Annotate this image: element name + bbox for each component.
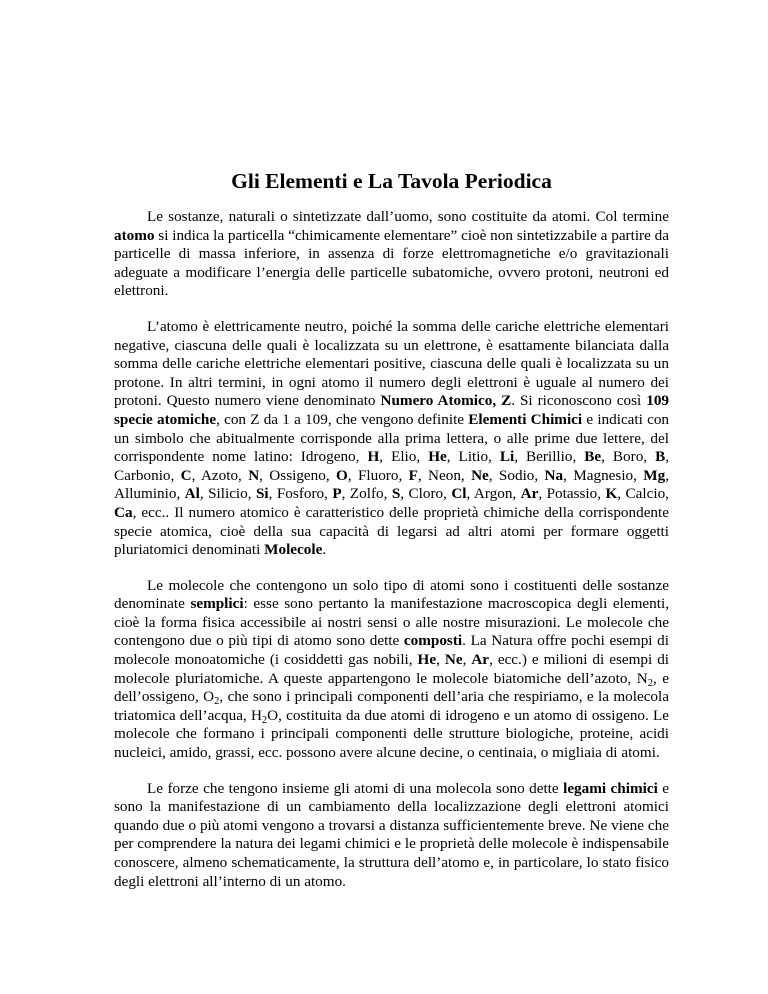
element-symbol: F xyxy=(408,466,418,484)
element-symbol: P xyxy=(332,485,342,503)
element-symbol: C xyxy=(180,466,192,484)
text-run: , Berillio, xyxy=(514,448,585,466)
term-legami-chimici: legami chimici xyxy=(563,779,658,797)
text-run: , Carbonio, xyxy=(114,448,670,484)
text-run: , Ossigeno, xyxy=(259,466,336,484)
text-run: , xyxy=(462,651,472,669)
text-run: Le forze che tengono insieme gli atomi di una molecola sono dette xyxy=(147,779,564,797)
text-run: , Elio, xyxy=(379,448,429,466)
element-symbol: Ne xyxy=(471,466,489,484)
text-run: , Calcio, xyxy=(617,485,669,503)
text-run: , Litio, xyxy=(446,448,500,466)
term-molecole: Molecole xyxy=(264,541,323,559)
document-page xyxy=(114,168,669,908)
text-run: , Silicio, xyxy=(199,485,256,503)
text-run: , Potassio, xyxy=(538,485,606,503)
element-symbol: Mg xyxy=(643,466,666,484)
text-run: , Magnesio, xyxy=(563,466,644,484)
element-symbol: O xyxy=(335,466,348,484)
text-run: . Si riconoscono così xyxy=(511,392,647,410)
text-run: . La Natura offre pochi esempi di molecole monoatomiche (i cosiddetti gas nobili, xyxy=(114,632,669,669)
paragraph-3 xyxy=(114,577,669,763)
element-symbol: Li xyxy=(499,448,515,466)
term-specie-atomiche: 109 specie atomiche xyxy=(114,392,669,428)
element-symbol: Ar xyxy=(471,651,490,669)
element-symbol: Na xyxy=(544,466,564,484)
text-run: , xyxy=(436,651,445,669)
subscript: 2 xyxy=(214,696,220,708)
text-run: , e dell’ossigeno, O xyxy=(114,669,669,706)
text-run: , Cloro, xyxy=(400,485,452,503)
text-run: si indica la particella “chimicamente elementare” cioè non sintetizzabile a partire da particelle di massa inferiore, in assenza di forze elettromagnetiche e/o gravitazionali adeguate a modificare l’energia delle particelle subatomiche, ovvero protoni, neutroni ed elettroni. xyxy=(114,226,669,300)
subscript: 2 xyxy=(261,714,268,726)
text-run: e sono la manifestazione di un cambiamento della localizzazione degli elettroni atomici quando due o più atomi vengono a trovarsi a distanza sufficientemente breve. Ne viene che per comprendere la natura dei legami chimici e le proprietà delle molecole è indispensabile conoscere, almeno schematicamente, la struttura dell’atomo e, in particolare, lo stato fisico degli elettroni all’interno di un atomo. xyxy=(114,779,670,890)
element-symbol: Ar xyxy=(520,485,539,503)
term-elementi-chimici: Elementi Chimici xyxy=(468,410,583,428)
text-run: , Argon, xyxy=(466,485,521,503)
text-run: L’atomo è elettricamente neutro, poiché la somma delle cariche elettriche elementari negative, ciascuna delle quali è localizzata su un elettrone, è esattamente bilanciata dalla somma delle cariche elettriche elementari positive, ciascuna delle quali è localizzata su un protone. In altri termini, in ogni atomo il numero degli elettroni è uguale al numero dei protoni. Questo numero viene denominato xyxy=(114,317,669,410)
text-run: , con Z da 1 a 109, che vengono definite xyxy=(216,410,469,428)
element-symbol: Si xyxy=(255,485,269,503)
paragraph-2 xyxy=(114,318,669,560)
element-symbol: Ne xyxy=(444,651,463,669)
element-symbol: Cl xyxy=(451,485,467,503)
text-run: , che sono i principali componenti dell’aria che respiriamo, e la molecola triatomica dell’acqua, H xyxy=(114,688,669,724)
subscript: 2 xyxy=(647,677,653,689)
term-composti: composti xyxy=(403,632,463,650)
text-run: , ecc.. Il numero atomico è caratteristico delle proprietà chimiche della corrispondente specie atomica, cioè della sua capacità di legarsi ad altri atomi per formare oggetti pluriatomici denominati xyxy=(114,503,669,559)
text-run: , ecc.) e milioni di esempi di molecole pluriatomiche. A queste appartengono le molecole biatomiche dell’azoto, N xyxy=(114,651,670,687)
element-symbol: He xyxy=(417,651,437,669)
element-symbol: N xyxy=(248,466,260,484)
text-run: , Boro, xyxy=(601,448,656,466)
text-run: , Azoto, xyxy=(191,466,249,484)
text-run: Le molecole che contengono un solo tipo di atomi sono i costituenti delle sostanze denominate xyxy=(114,576,669,613)
text-run: O, costituita da due atomi di idrogeno e un atomo di ossigeno. Le molecole che formano i principali componenti delle strutture biologiche, proteine, acidi nucleici, amido, grassi, ecc. possono avere alcune decine, o centinaia, o migliaia di atomi. xyxy=(114,706,669,762)
element-symbol: He xyxy=(428,448,447,466)
element-symbol: B xyxy=(655,448,666,466)
element-symbol: H xyxy=(367,448,380,466)
term-semplici: semplici xyxy=(190,595,244,613)
document-title: Gli Elementi e La Tavola Periodica xyxy=(231,169,552,193)
text-run: e indicati con un simbolo che abitualmente corrisponde alla prima lettera, o alle prime due lettere, del corrispondente nome latino: Idrogeno, xyxy=(114,410,670,466)
paragraph-1 xyxy=(114,208,669,301)
text-run: , Fosforo, xyxy=(268,485,333,503)
text-run: Le sostanze, naturali o sintetizzate dall’uomo, sono costituite da atomi. Col termine xyxy=(147,208,669,225)
text-run: , Alluminio, xyxy=(114,466,670,503)
text-run: , Sodio, xyxy=(488,466,545,484)
term-numero-atomico: Numero Atomico, Z xyxy=(380,392,512,410)
text-run: : esse sono pertanto la manifestazione macroscopica degli elementi, cioè la forma fisica accessibile ai nostri sensi o alle nostre misurazioni. Le molecole che contengono due o più tipi di atomo sono dette xyxy=(114,595,669,650)
text-run: , Zolfo, xyxy=(341,485,392,503)
term-atomo: atomo xyxy=(114,226,155,244)
text-run: . xyxy=(322,541,327,559)
element-symbol: S xyxy=(391,485,401,503)
text-run: , Fluoro, xyxy=(347,466,409,484)
paragraph-4 xyxy=(114,780,669,892)
element-symbol: Ca xyxy=(114,503,133,521)
element-symbol: K xyxy=(605,485,618,503)
text-run: , Neon, xyxy=(417,466,472,484)
element-symbol: Be xyxy=(584,448,602,466)
element-symbol: Al xyxy=(184,485,200,503)
